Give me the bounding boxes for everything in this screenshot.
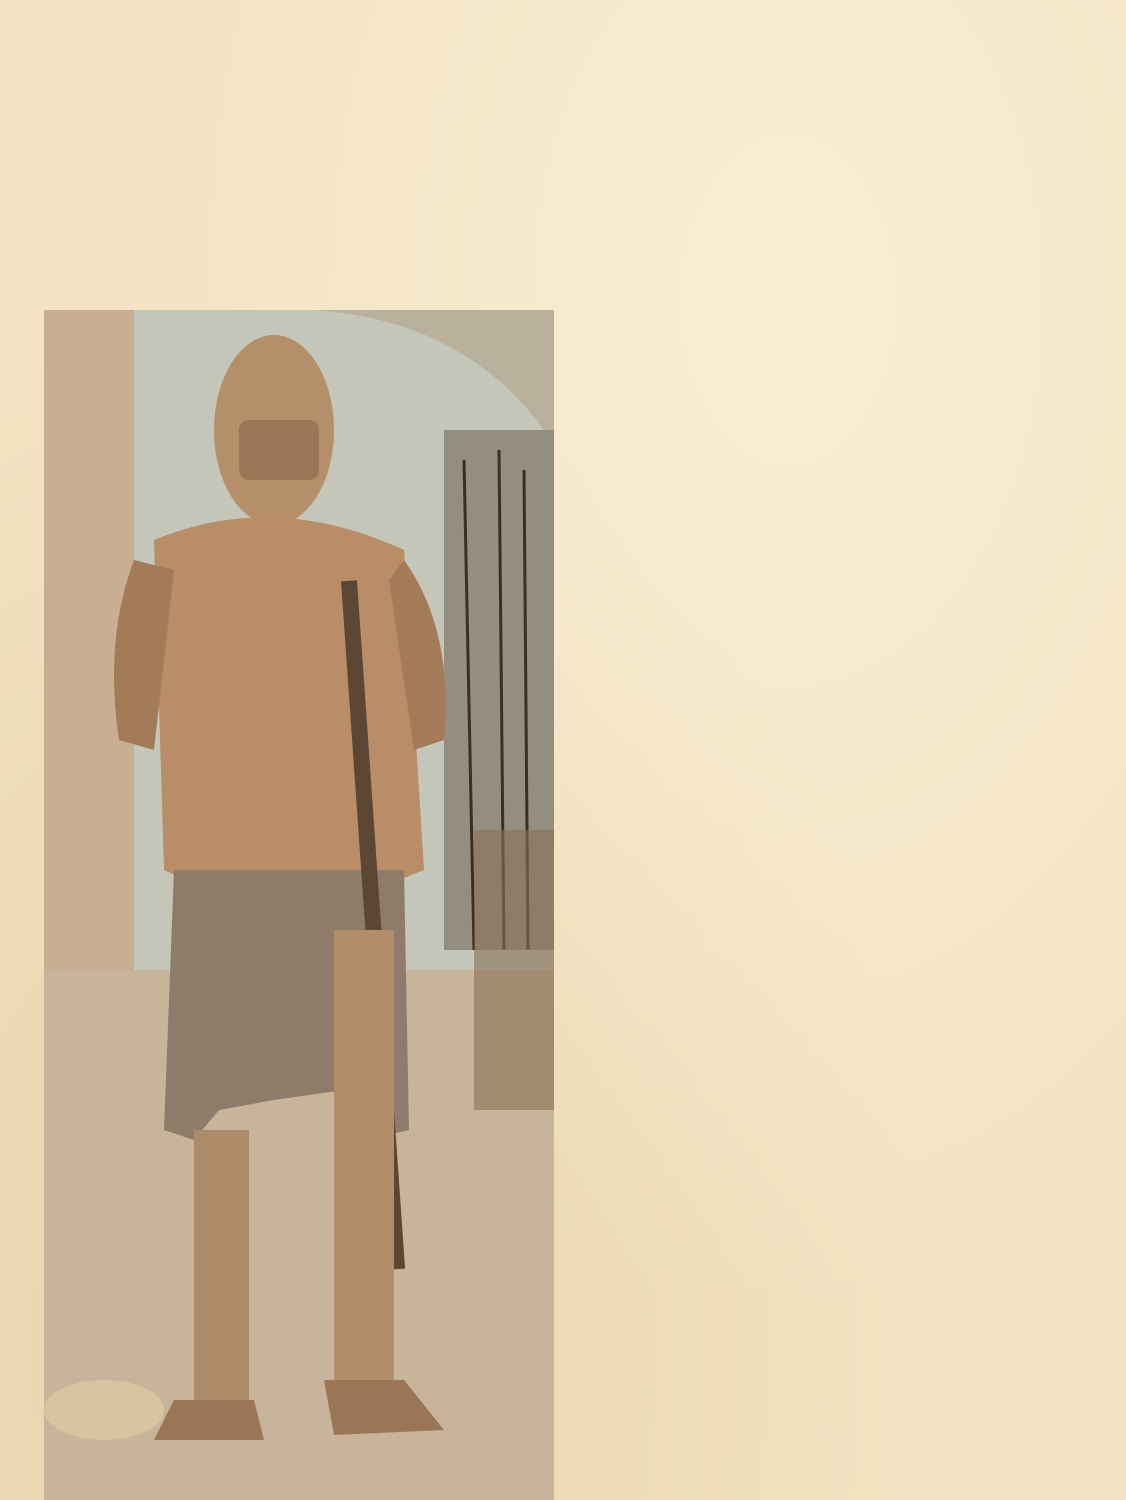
- photo-doorway: [474, 830, 554, 1110]
- armor-illustration: [44, 310, 554, 1500]
- armor-visor: [239, 420, 319, 480]
- armor-photograph: [44, 310, 554, 1500]
- photo-base-disc: [44, 1380, 164, 1440]
- armor-right-leg: [334, 930, 394, 1390]
- armor-breastplate: [154, 517, 424, 900]
- armor-left-leg: [194, 1130, 249, 1410]
